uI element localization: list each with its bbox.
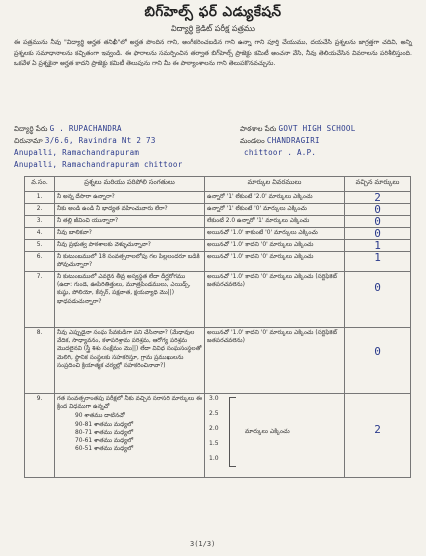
scale-label: మార్కులు ఎక్కించు <box>245 428 290 435</box>
school-row <box>240 124 356 135</box>
row-question: నీకు అండి ఉండి నీ భాద్యత వహించువారు లేరా? <box>55 204 205 216</box>
mandal-value: CHANDRAGIRI <box>266 136 320 145</box>
address-value: 3/6.6, Ravindra Nt 2 73 <box>44 136 156 145</box>
table-row <box>25 252 411 272</box>
row-obtained: 0 <box>374 215 381 228</box>
table-row <box>25 240 411 252</box>
grade-list <box>57 412 202 453</box>
col-header-obtained: వచ్చిన మార్కులు <box>345 177 411 192</box>
row-sl: 5. <box>25 240 55 252</box>
grade-item: 70-61 శాతము మధ్యలో <box>75 438 134 445</box>
row-obtained: 1 <box>374 239 381 252</box>
mandal-label: మండలం <box>240 137 265 145</box>
row-obtained-cell <box>345 192 411 204</box>
form-title: బిగ్‌హెల్స్ ఫర్ ఎడ్యుకేషన్ <box>144 4 282 20</box>
row-marks-detail: అయినచో '1.0' కాదని '0' మార్కులు ఎక్కించు <box>205 252 345 272</box>
col-header-marks-detail: మార్కుల వివరములు <box>205 177 345 192</box>
table-row <box>25 328 411 394</box>
page-footer-mark: 3(1/3) <box>190 540 216 548</box>
row-sl: 7. <box>25 272 55 328</box>
address-line3: Anupalli, Ramachandrapuram chittoor <box>14 160 183 169</box>
table-row <box>25 272 411 328</box>
district-value: chittoor . A.P. <box>244 148 317 157</box>
row-marks-detail: ఉన్నారో '1' లేకుంటే '2.0' మార్కులు ఎక్కించు <box>205 192 345 204</box>
grade-question-text: గత సంవత్సరాంతపు పరీక్షలో నీకు వచ్చిన సరాసరి మార్కులు ఈ క్రింద విధముగా ఉన్నచో <box>57 396 202 411</box>
row-sl: 1. <box>25 192 55 204</box>
row-obtained: 0 <box>374 203 381 216</box>
row-obtained: 0 <box>374 227 381 240</box>
row-marks-detail: అయినచో '1.0' కాదని '0' మార్కులు ఎక్కించు (సర్టిఫికెట్ జతపరచవలెను) <box>205 272 345 328</box>
grade-item: 90-81 శాతము మధ్యలో <box>75 421 134 428</box>
row-marks-detail: అయినచో '1.0' కాకుంటే '0' మార్కులు ఎక్కించు <box>205 228 345 240</box>
row-obtained-cell <box>345 328 411 394</box>
row-marks-detail: అయినచో '1.0' కాదని '0' మార్కులు ఎక్కించు <box>205 240 345 252</box>
school-label: పాఠశాల పేరు <box>240 125 277 133</box>
scale-tick: 2.0 <box>209 425 219 432</box>
row-question: నీ తల్లి జీవించి యున్నారా? <box>55 216 205 228</box>
row-marks-detail: ఉన్నారో '1' లేకుంటే '0' మార్కులు ఎక్కించు <box>205 204 345 216</box>
scale-tick: 1.5 <box>209 440 219 447</box>
row-obtained: 0 <box>374 345 381 358</box>
scale-tick: 3.0 <box>209 395 219 402</box>
table-row <box>25 228 411 240</box>
row-marks-detail <box>205 394 345 478</box>
col-header-question: ప్రశ్నలు మరియు పరిపోలి సంగతులు <box>55 177 205 192</box>
row-obtained: 1 <box>374 251 381 264</box>
table-row <box>25 216 411 228</box>
table-row <box>25 394 411 478</box>
row-obtained: 2 <box>374 191 381 204</box>
row-sl: 3. <box>25 216 55 228</box>
row-obtained-cell <box>345 228 411 240</box>
address-line3-row <box>14 160 183 169</box>
table-header-row <box>25 177 411 192</box>
intro-paragraph: ఈ పత్రమును నీవు "విద్యార్థి అర్హత తనిఖీ"లో అర్హత పొందిన గాని, అంగీకరించబడిన గాని ఉన్నా గాని పూర్తి చేయుము, దయచేసి ప్రశ్నలను జాగ్రత్తగా చదివి, అన్ని ప్రశ్నలకు సమాధానాలను కచ్చితంగా ఇవ్వండి. ఈ ఫారాలను సమర్పించిన తర్వాత బిగ్‌హెల్స్ ప్రాజెక్టు కమిటీ అంచనా వేసి, నీవు తెలియచేసిన వివరాలను పరిశీలిస్తుంది. ఒకవేళ ఏ ప్రశ్నకైనా అర్హత కాదని ప్రాజెక్టు కమిటీ తెలుపును గాని మీ ఈ పాఠ్యాంశాలను గాని తెలుపకొనవచ్చును. <box>14 39 412 67</box>
row-question <box>55 394 205 478</box>
grade-item: 60-51 శాతము మధ్యలో <box>75 446 134 453</box>
address-line2-row <box>14 148 139 157</box>
col-header-sl: వ.సం. <box>25 177 55 192</box>
row-sl: 4. <box>25 228 55 240</box>
student-name-value: G . RUPACHANDRA <box>49 124 122 133</box>
questions-table <box>24 176 411 478</box>
row-obtained-cell <box>345 394 411 478</box>
scale-bracket <box>229 397 236 467</box>
mandal-row <box>240 136 320 147</box>
row-obtained: 0 <box>374 281 381 294</box>
row-obtained-cell <box>345 240 411 252</box>
address-line2: Anupalli, Ramachandrapuram <box>14 148 140 157</box>
row-question: నీవు ప్రభుత్వ పాఠశాలకు వెళ్ళుచున్నావా? <box>55 240 205 252</box>
row-marks-detail: లేకుంటే 2.0 ఉన్నారో '1' మార్కులు ఎక్కించు <box>205 216 345 228</box>
row-question: నీ కుటుంబములో ఎవరైన తీవ్ర అస్వస్థత లేదా దీర్ఘరోగము (ఉదా: గుండె, ఊపిరితిత్తులు, మూత్రపిండములు, ఎయిడ్స్, కుష్ఠు, పోలియో, కేన్సర్, పక్షవాత, క్షయవ్యాధి మొ||) భాధపడుచున్నారా? <box>55 272 205 328</box>
row-sl: 6. <box>25 252 55 272</box>
row-obtained-cell <box>345 204 411 216</box>
form-subtitle: విద్యార్థి క్రెడిట్ పరీక్ష పత్రము <box>170 24 256 33</box>
row-marks-detail: అయినచో '1.0' కాదని '0' మార్కులు ఎక్కించు (సర్టిఫికెట్ జతపరచవలెను) <box>205 328 345 394</box>
row-obtained-cell <box>345 216 411 228</box>
row-sl: 2. <box>25 204 55 216</box>
address-row <box>14 136 156 147</box>
address-label: చిరునామా <box>14 137 43 145</box>
row-obtained-cell <box>345 272 411 328</box>
row-obtained-cell <box>345 252 411 272</box>
scale-tick: 1.0 <box>209 455 219 462</box>
district-row <box>244 148 316 157</box>
scale-tick: 2.5 <box>209 410 219 417</box>
row-obtained: 2 <box>374 423 381 436</box>
school-value: GOVT HIGH SCHOOL <box>278 124 356 133</box>
row-question: నీ కుటుంబములో 18 సంవత్సరాలలోపు గల పిల్లలందరూ బడికి పోవుచున్నారా? <box>55 252 205 272</box>
grade-item: 90 శాతము దాటినచో <box>75 413 125 420</box>
table-row <box>25 204 411 216</box>
grade-item: 80-71 శాతము మధ్యలో <box>75 429 134 436</box>
student-name-label: విద్యార్థి పేరు <box>14 125 48 133</box>
row-question: నీవు ఎప్పుడైనా సంఘ సేవకుడిగా పని చేసినావా? (మేధావుల వేదిక, సాధ్యావనం, కళాపరిశ్రామ పరిశ్రమ, ఆరోగ్య పరిశ్రమ మొదలైనవి (స్త్రీ శిశు సంక్షేమం మొ||) లేదా వివిధ సంఘసంస్థలతో మెలిగి, స్థానిక సంస్థలకు సహకరిస్తూ, గ్రామ ప్రముఖులను సంప్రదించి క్రియాత్మక చర్యల్లో సహకరించినావా?) <box>55 328 205 394</box>
marks-scale <box>207 395 342 471</box>
row-question: నీవు బాలికవా? <box>55 228 205 240</box>
row-sl: 8. <box>25 328 55 394</box>
table-row <box>25 192 411 204</box>
row-sl: 9. <box>25 394 55 478</box>
student-name-row <box>14 124 122 135</box>
row-question: నీ అన్న దేసారా ఉన్నారా? <box>55 192 205 204</box>
